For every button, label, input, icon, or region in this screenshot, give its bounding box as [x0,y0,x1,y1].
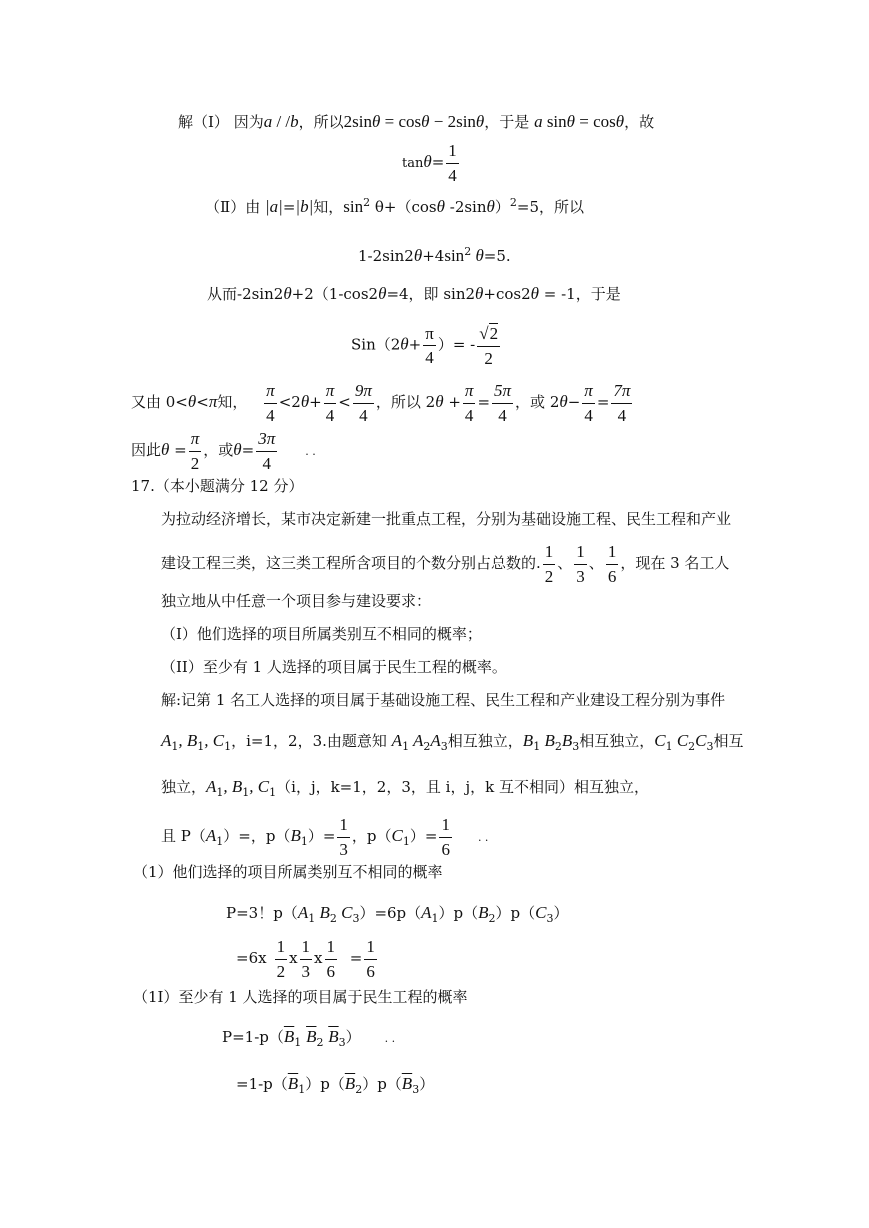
event-B: B [522,731,534,750]
text: +2（1-cos2 [291,285,379,303]
numerator: π [324,381,337,404]
dots: . . [305,445,316,459]
var-a: a [534,112,543,131]
event-B-complement: $\overline{B}$ [306,1027,317,1046]
theta: θ [413,246,423,265]
text: + [408,335,422,354]
theta: θ [423,152,432,172]
subscript: 1 [402,740,410,753]
denominator: 4 [448,165,457,185]
theta: θ [378,284,387,303]
math: = cos [575,112,616,131]
math: sin [444,246,465,265]
theta: θ [435,392,444,412]
text: tan [402,156,424,172]
denominator: 4 [262,453,271,473]
text: = [596,393,610,412]
event-B-complement: $\overline{B}$ [287,1074,299,1093]
fraction [423,324,436,368]
text: ）p（ [362,1075,402,1093]
exponent: 2 [509,196,517,209]
theta: θ [559,392,568,412]
theta: θ [400,334,409,354]
theta: θ [486,197,495,216]
theta-result-line [131,429,316,473]
subscript: 1 [300,835,308,849]
text: ）=，p（ [223,827,291,846]
text: ）=6p（ [359,904,422,922]
sine-equation-line [351,323,502,368]
radicand: 2 [489,324,499,343]
text: ，故 [624,113,655,131]
text: 因此 [131,441,162,460]
event-A: A [430,731,441,750]
numerator: 1 [337,815,350,838]
subscript: 1 [402,835,410,849]
theta: θ [161,440,170,460]
text: ）= [307,827,336,846]
sub-answer-1-heading: （1）他们选择的项目所属类别互不相同的概率 [133,863,443,881]
text: =6x [236,949,267,968]
event-B: B [478,903,489,922]
text: =5，所以 [516,198,585,216]
tan-result-line [402,141,461,185]
text: 知， [217,393,248,412]
text: < [338,393,351,412]
parallel-symbol: / / [272,112,291,131]
complement-product-line [236,1075,434,1095]
text: 相互独立， [579,732,655,750]
fraction [582,381,595,425]
subscript: 2 [554,740,562,753]
part1-solution-line [178,113,654,130]
text: P=1-p（ [222,1028,284,1046]
denominator: 4 [325,405,335,425]
subscript: 1 [294,1036,302,1049]
denominator: 4 [584,405,593,425]
text: x [289,949,298,968]
text: ，所以 2 [375,393,436,412]
subscript: 2 [423,740,431,753]
text: θ+（cos [370,198,437,216]
subscript: 2 [329,912,337,925]
text: 、 [588,554,604,573]
fraction [463,381,476,425]
text: 且 P（ [161,827,206,846]
event-B: B [315,903,330,922]
theta: θ [233,440,242,460]
denominator: 2 [190,453,200,473]
text: ，所以 [298,113,344,131]
subscript: 1 [224,740,232,753]
subscript: 3 [546,912,554,925]
numerator: √2 [477,323,500,347]
fraction [574,542,587,586]
var-a: a [263,112,273,131]
event-B-complement: $\overline{B}$ [328,1027,339,1046]
theta: θ [475,112,485,131]
denominator: 2 [276,961,286,981]
theta: θ [530,284,539,303]
event-C: C [672,731,689,750]
problem-text-line: 独立地从中任意一个项目参与建设要求： [161,592,432,610]
subscript: 3 [412,1083,420,1096]
text: ）= - [437,335,476,354]
math: − 2sin [429,112,476,131]
event-C: C [535,903,547,922]
denominator: 3 [301,961,311,981]
numerator: 1 [325,937,338,960]
var-b: b [290,112,299,131]
text: = [431,153,445,172]
problem-17-heading: 17.（本小题满分 12 分） [131,477,304,495]
text: 建设工程三类，这三类工程所含项目的个数分别占总数的. [161,554,541,573]
text: P=3！p（ [226,904,298,922]
text: =1-p（ [236,1075,288,1093]
text: ）p（ [495,904,536,922]
event-B: , B [223,777,243,796]
subscript: 2 [488,912,496,925]
fraction [324,381,337,425]
equation-line [358,246,511,264]
subscript: 3 [572,740,580,753]
text: <2 [278,393,301,412]
numerator: π [582,381,595,404]
numerator: 3π [256,429,277,452]
fraction [264,381,277,425]
independence-line [161,778,649,798]
text: + [309,393,322,412]
event-B: B [540,731,555,750]
denominator: 4 [498,405,507,425]
numerator: π [463,381,476,404]
solution-intro: 解:记第 1 名工人选择的项目属于基础设施工程、民生工程和产业建设工程分别为事件 [161,691,726,709]
abs-a: |a| [264,197,283,216]
fraction [492,381,513,425]
numerator: π [189,429,202,452]
text: ） [345,1028,361,1046]
text: 从而-2sin2 [207,285,284,303]
text: 知， [313,198,344,216]
denominator: 3 [576,566,585,586]
subscript: 1 [298,1083,306,1096]
text: ，p（ [351,827,392,846]
fraction [256,429,277,473]
event-B: B [290,826,301,846]
event-C: C [336,903,353,922]
text: ，于是 [484,113,535,131]
event-A: A [409,731,424,750]
theta: θ [475,284,484,303]
text: ，或 2 [515,393,560,412]
text: Sin（2 [351,335,401,354]
subscript: 1 [308,912,316,925]
denominator: 4 [266,405,275,425]
theta: θ [283,284,292,303]
event-B-complement: $\overline{B}$ [283,1027,295,1046]
denominator: 6 [607,566,617,586]
text: − [567,393,581,412]
numerator: 1 [439,815,452,838]
numerator: 7π [611,381,632,404]
text: = [477,393,491,412]
theta: θ [187,392,197,412]
subscript: 1 [431,912,439,925]
event-B-complement: $\overline{B}$ [344,1074,356,1093]
question-1: （I）他们选择的项目所属类别互不相同的概率； [161,625,482,643]
numerator: 1 [606,542,619,565]
numerator: 1 [574,542,587,565]
event-B: B [561,731,573,750]
denominator: 4 [359,405,368,425]
denominator: 2 [484,348,493,368]
denominator: 6 [441,839,450,859]
problem-text-line: 为拉动经济增长，某市决定新建一批重点工程，分别为基础设施工程、民生工程和产业 [161,510,732,528]
event-A: A [205,826,217,846]
numerator: 1 [364,937,377,960]
abs-b: |b| [295,197,314,216]
math: 2sin [343,112,373,131]
subscript: 1 [269,786,277,799]
fraction [543,542,556,586]
text: =5. [483,247,511,265]
numerator: 1 [543,542,556,565]
event-A: A [297,903,309,922]
numerator: 1 [446,141,459,164]
subscript: 3 [338,1036,346,1049]
probability-calc-line [236,937,379,981]
fraction [353,381,374,425]
subscript: 1 [216,835,224,849]
text: （Ⅱ）由 [205,198,265,216]
text: < [196,393,209,412]
derivation-line [207,285,621,302]
fraction [364,937,377,981]
probability-values-line [161,815,488,859]
numerator: 9π [353,381,374,404]
text: 解（Ⅰ） 因为 [178,113,264,131]
text: （i，j，k=1，2，3，且 i，j，k 互不相同）相互独立， [276,778,649,796]
theta: θ [436,197,445,216]
numerator: π [264,381,277,404]
text: = -1，于是 [539,285,621,303]
text: = [169,441,187,460]
subscript: 1 [242,786,250,799]
text: 又由 0< [131,393,188,412]
numerator: π [423,324,436,347]
text: 、 [557,554,573,573]
subscript: 1 [665,740,673,753]
text: = [241,441,255,460]
denominator: 4 [425,348,434,368]
theta: θ [471,246,484,265]
math: = cos [380,112,422,131]
event-C: , C [204,731,225,750]
subscript: 1 [171,740,179,753]
subscript: 3 [706,740,714,753]
fraction [446,141,459,185]
subscript: 2 [355,1083,363,1096]
event-A: A [206,777,217,796]
events-line [161,732,744,752]
event-A: A [391,731,403,750]
event-C: C [695,731,707,750]
denominator: 4 [617,405,627,425]
probability-formula-line [226,904,569,924]
numerator: 1 [275,937,288,960]
subscript: 2 [316,1036,324,1049]
denominator: 3 [339,839,348,859]
fraction [611,381,632,425]
text: + [443,393,461,412]
subscript: 1 [216,786,224,799]
theta: θ [566,112,576,131]
denominator: 6 [326,961,336,981]
text: ，i=1，2，3.由题意知 [231,732,392,750]
text: = [282,198,296,216]
text: 相互独立， [447,732,523,750]
exponent: 2 [464,245,472,258]
subscript: 1 [197,740,205,753]
numerator: 1 [300,937,313,960]
complement-formula-line [222,1028,395,1048]
subscript: 3 [352,912,360,925]
text: 1-2sin2 [358,247,414,265]
subscript: 1 [533,740,541,753]
fraction [300,937,313,981]
event-A: A [421,903,432,922]
problem-text-line [161,542,729,586]
fraction [439,815,452,859]
text: ） [419,1075,435,1093]
dots: . . [384,1032,396,1045]
text: ，或 [203,441,234,460]
text: ）= [409,827,438,846]
range-line [131,381,634,425]
event-C: , C [249,777,270,796]
math: sin [343,197,364,216]
theta: θ [421,112,430,131]
subscript: 3 [440,740,448,753]
denominator: 4 [464,405,474,425]
event-B-complement: $\overline{B}$ [401,1074,413,1093]
numerator: 5π [492,381,513,404]
part2-condition-line [205,197,584,215]
denominator: 2 [544,566,554,586]
text: 相互 [713,732,744,750]
theta: θ [372,112,381,131]
fraction [337,815,350,859]
text: x [314,949,323,968]
text: ）p（ [438,904,479,922]
pi: π [208,392,218,412]
theta: θ [300,392,310,412]
fraction [325,937,338,981]
text: ） [553,904,569,922]
text: ，现在 3 名工人 [620,554,730,573]
text: =4，即 sin2 [386,285,476,303]
text: 独立， [161,778,207,796]
sub-answer-2-heading: （1I）至少有 1 人选择的项目属于民生工程的概率 [133,988,468,1006]
text: +4 [422,247,445,265]
question-2: （II）至少有 1 人选择的项目属于民生工程的概率。 [161,658,507,676]
fraction [477,323,500,368]
event-C: C [391,826,403,846]
dots: . . [477,831,489,845]
event-B: , B [178,731,198,750]
theta: θ [615,112,625,131]
text: -2sin [444,198,487,216]
fraction [606,542,619,586]
text: ） [494,198,510,216]
denominator: 6 [366,961,375,981]
event-C: C [654,731,666,750]
fraction [189,429,202,473]
exponent: 2 [363,196,371,209]
text: ）p（ [305,1075,345,1093]
text: = [345,949,363,968]
subscript: 2 [688,740,696,753]
fraction [275,937,288,981]
event-A: A [161,731,172,750]
text: +cos2 [483,285,531,303]
math: sin [542,112,567,131]
